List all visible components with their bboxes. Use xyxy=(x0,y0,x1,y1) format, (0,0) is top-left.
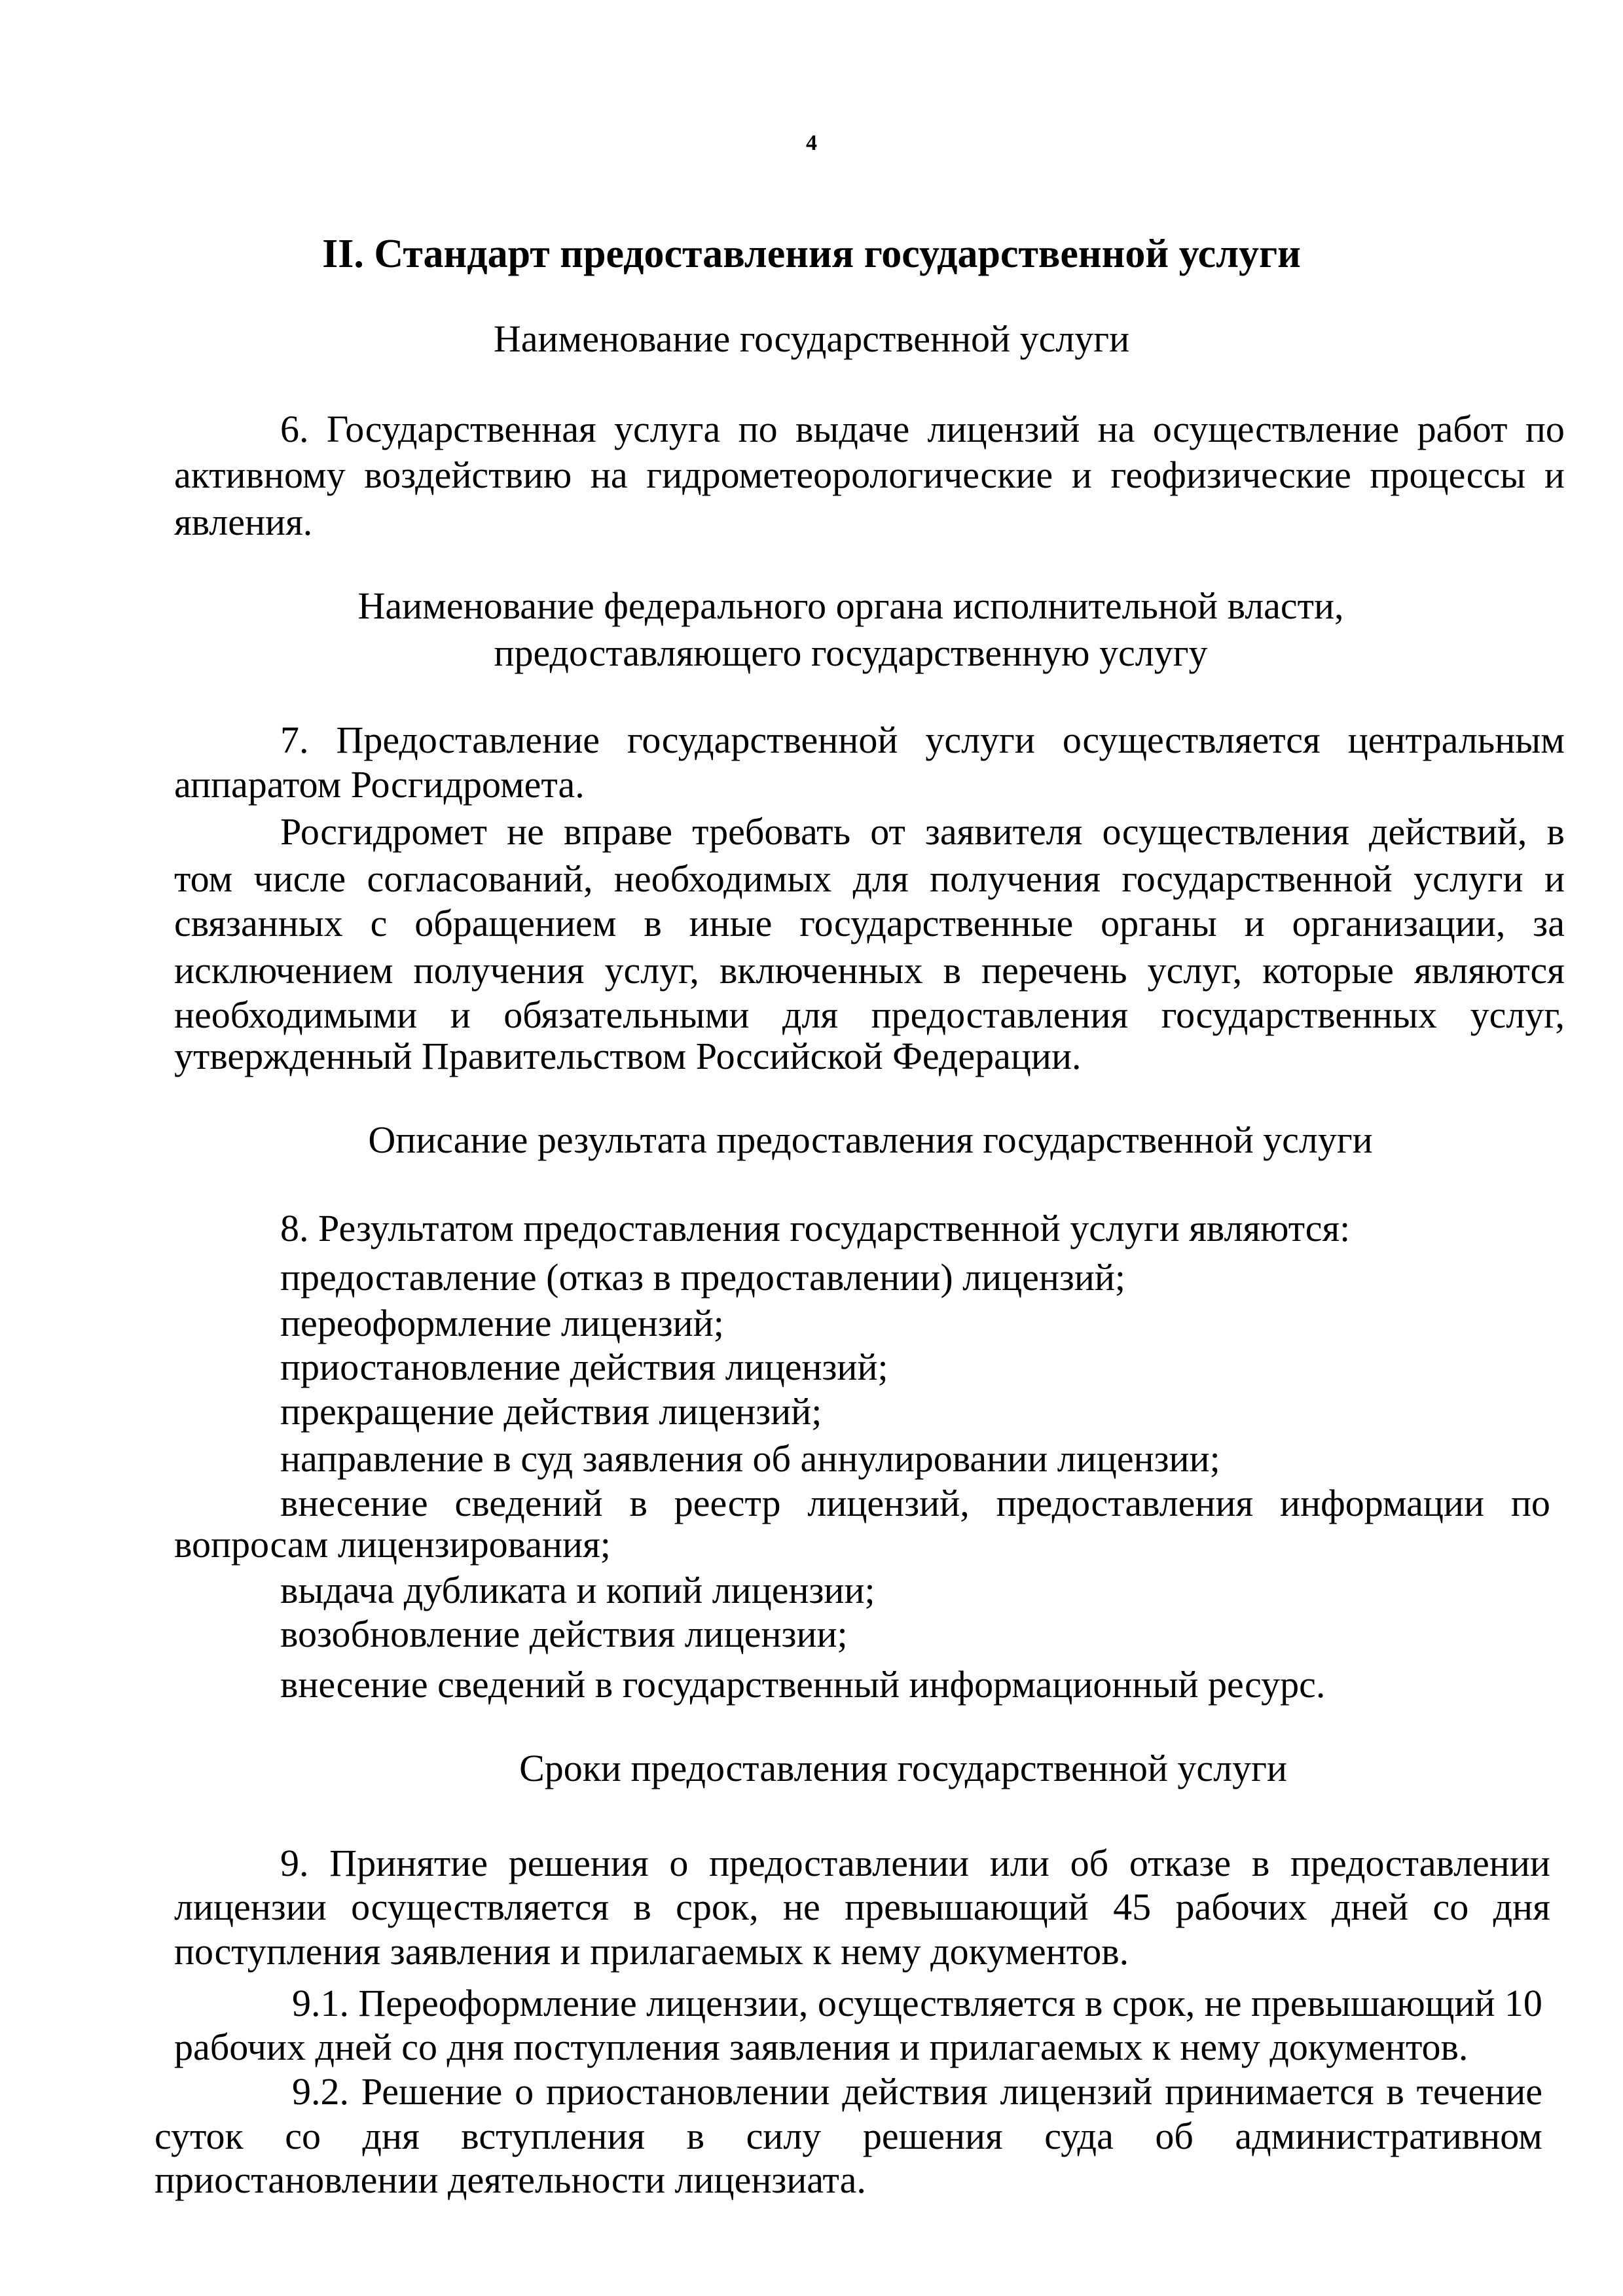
word: Предоставление xyxy=(336,719,600,761)
word: от xyxy=(870,810,905,853)
paragraph-line xyxy=(174,992,1565,1038)
list-item: внесение сведений в государственный информационный ресурс. xyxy=(280,1663,1326,1706)
word: не xyxy=(507,810,544,853)
word: получения xyxy=(413,949,585,992)
list-item: выдача дубликата и копий лицензии; xyxy=(280,1569,875,1611)
word: 7. xyxy=(280,719,309,761)
word: 9.2. xyxy=(292,2070,349,2113)
word: вправе xyxy=(564,810,673,853)
word: и xyxy=(1244,902,1265,944)
subheading: предоставляющего государственную услугу xyxy=(494,632,1208,674)
word: 45 xyxy=(1113,1886,1152,1928)
word: осуществление xyxy=(1152,408,1400,450)
word: осуществляется xyxy=(351,1886,609,1928)
word: государственных xyxy=(1161,994,1438,1036)
paragraph-line: приостановлении деятельности лицензиата. xyxy=(155,2159,866,2201)
list-item: переоформление лицензий; xyxy=(280,1302,724,1344)
paragraph-line xyxy=(155,2113,1542,2159)
word: об xyxy=(1155,2115,1194,2157)
word: лицензий xyxy=(1000,2070,1153,2113)
word: предоставления xyxy=(996,1482,1254,1524)
subheading: Сроки предоставления государственной услуги xyxy=(519,1747,1287,1789)
word: в xyxy=(644,902,662,944)
word: геофизические xyxy=(1110,454,1351,496)
word: превышающий xyxy=(1250,1982,1495,2024)
word: необходимых xyxy=(613,857,832,900)
word: не xyxy=(782,1886,820,1928)
word: в xyxy=(633,1886,651,1928)
paragraph-line xyxy=(292,1981,1542,2026)
word: услуг, xyxy=(1470,994,1565,1036)
word: Переоформление xyxy=(358,1982,637,2024)
section-title: II. Стандарт предоставления государственной услуги xyxy=(322,232,1301,276)
word: 6. xyxy=(280,408,309,450)
word: или xyxy=(989,1842,1049,1884)
word: лицензии, xyxy=(646,1982,809,2024)
word: выдаче xyxy=(795,408,910,450)
word: Росгидромет xyxy=(280,810,488,853)
paragraph-line xyxy=(174,948,1565,994)
word: и xyxy=(1071,454,1092,496)
word: Принятие xyxy=(329,1842,488,1884)
paragraph-line: рабочих дней со дня поступления заявления и прилагаемых к нему документов. xyxy=(174,2026,1468,2068)
word: являются xyxy=(1413,949,1565,992)
word: суда xyxy=(1044,2115,1114,2157)
paragraph-line xyxy=(280,717,1565,763)
word: 9. xyxy=(280,1842,309,1884)
list-item xyxy=(280,1480,1550,1526)
word: и xyxy=(450,994,471,1036)
word: вступления xyxy=(461,2115,646,2157)
word: лицензий, xyxy=(807,1482,970,1524)
word: по xyxy=(1525,408,1565,450)
paragraph-line xyxy=(280,406,1565,452)
word: превышающий xyxy=(845,1886,1089,1928)
word: в xyxy=(1386,2070,1404,2113)
word: и xyxy=(1544,454,1565,496)
word: государственной xyxy=(627,719,898,761)
word: дня xyxy=(1493,1886,1550,1928)
word: необходимыми xyxy=(174,994,418,1036)
word: государственной xyxy=(1122,857,1393,900)
word: решения xyxy=(862,2115,1003,2157)
subheading: Описание результата предоставления государственной услуги xyxy=(368,1119,1373,1161)
word: центральным xyxy=(1347,719,1565,761)
paragraph-line xyxy=(280,809,1565,855)
paragraph-line xyxy=(280,1840,1550,1886)
word: в xyxy=(1546,810,1565,853)
word: Решение xyxy=(361,2070,503,2113)
word: дней xyxy=(1331,1886,1409,1928)
word: действий, xyxy=(1369,810,1527,853)
word: Государственная xyxy=(326,408,596,450)
word: о xyxy=(669,1842,689,1884)
word: услуг, xyxy=(1147,949,1243,992)
word: включенных xyxy=(719,949,923,992)
word: принимается xyxy=(1165,2070,1374,2113)
word: активному xyxy=(174,454,346,496)
word: действия xyxy=(842,2070,988,2113)
word: осуществляется xyxy=(817,1982,1076,2024)
word: осуществляется xyxy=(1062,719,1321,761)
word: срок, xyxy=(676,1886,759,1928)
word: получения xyxy=(930,857,1101,900)
word: в xyxy=(943,949,962,992)
word: с xyxy=(370,902,388,944)
word: иные xyxy=(689,902,773,944)
word: согласований, xyxy=(367,857,593,900)
list-item: прекращение действия лицензий; xyxy=(280,1390,822,1433)
word: приостановлении xyxy=(545,2070,830,2113)
word: по xyxy=(738,408,778,450)
paragraph-line xyxy=(292,2069,1542,2115)
word: обращением xyxy=(414,902,617,944)
list-item: 8. Результатом предоставления государственной услуги являются: xyxy=(280,1207,1351,1249)
word: на xyxy=(590,454,628,496)
word: со xyxy=(1432,1886,1469,1928)
word: осуществления xyxy=(1102,810,1349,853)
word: лицензий xyxy=(927,408,1080,450)
word: рабочих xyxy=(1175,1886,1307,1928)
word: требовать xyxy=(692,810,851,853)
word: течение xyxy=(1416,2070,1542,2113)
word: дня xyxy=(362,2115,420,2157)
word: информации xyxy=(1280,1482,1484,1524)
word: услуг, xyxy=(604,949,699,992)
list-item: вопросам лицензирования; xyxy=(174,1523,611,1566)
word: организации, xyxy=(1292,902,1506,944)
list-item: направление в суд заявления об аннулировании лицензии; xyxy=(280,1437,1220,1480)
word: силу xyxy=(746,2115,822,2157)
word: предоставления xyxy=(871,994,1129,1036)
list-item: возобновление действия лицензии; xyxy=(280,1613,848,1655)
paragraph-line: утвержденный Правительством Российской Федерации. xyxy=(174,1035,1082,1077)
word: 9.1. xyxy=(292,1982,349,2024)
word: услуги xyxy=(1413,857,1523,900)
word: перечень xyxy=(981,949,1127,992)
subheading: Наименование федерального органа исполнительной власти, xyxy=(357,584,1344,627)
paragraph-line xyxy=(174,1884,1550,1930)
word: которые xyxy=(1262,949,1394,992)
word: предоставлении xyxy=(1290,1842,1550,1884)
word: по xyxy=(1510,1482,1550,1524)
word: процессы xyxy=(1370,454,1526,496)
paragraph-line xyxy=(174,901,1565,946)
word: услуга xyxy=(614,408,721,450)
word: предоставлении xyxy=(709,1842,970,1884)
word: отказе xyxy=(1129,1842,1231,1884)
paragraph-line: явления. xyxy=(174,501,313,543)
word: в xyxy=(1251,1842,1270,1884)
word: суток xyxy=(155,2115,244,2157)
word: для xyxy=(782,994,839,1036)
word: том xyxy=(174,857,233,900)
word: услуги xyxy=(925,719,1035,761)
word: об xyxy=(1070,1842,1109,1884)
word: реестр xyxy=(674,1482,781,1524)
word: сведений xyxy=(454,1482,603,1524)
subheading: Наименование государственной услуги xyxy=(493,317,1130,360)
word: заявителя xyxy=(924,810,1083,853)
word: связанных xyxy=(174,902,343,944)
word: числе xyxy=(253,857,346,900)
word: для xyxy=(852,857,909,900)
word: за xyxy=(1533,902,1565,944)
word: решения xyxy=(508,1842,649,1884)
word: не xyxy=(1204,1982,1242,2024)
list-item: приостановление действия лицензий; xyxy=(280,1346,888,1388)
list-item: предоставление (отказ в предоставлении) лицензий; xyxy=(280,1256,1126,1299)
word: административном xyxy=(1235,2115,1542,2157)
word: исключением xyxy=(174,949,393,992)
word: на xyxy=(1097,408,1135,450)
word: государственные xyxy=(799,902,1074,944)
word: обязательными xyxy=(503,994,750,1036)
word: гидрометеорологические xyxy=(646,454,1053,496)
page-number: 4 xyxy=(806,131,817,155)
word: в xyxy=(1085,1982,1103,2024)
word: работ xyxy=(1417,408,1508,450)
word: о xyxy=(515,2070,534,2113)
word: 10 xyxy=(1504,1982,1542,2024)
paragraph-line: аппаратом Росгидромета. xyxy=(174,763,585,806)
word: срок, xyxy=(1112,1982,1195,2024)
paragraph-line xyxy=(174,452,1565,498)
word: лицензии xyxy=(174,1886,327,1928)
paragraph-line: поступления заявления и прилагаемых к нему документов. xyxy=(174,1930,1129,1973)
word: в xyxy=(629,1482,647,1524)
word: со xyxy=(285,2115,321,2157)
word: в xyxy=(686,2115,705,2157)
word: органы xyxy=(1101,902,1217,944)
word: и xyxy=(1544,857,1565,900)
paragraph-line xyxy=(174,856,1565,902)
word: воздействию xyxy=(364,454,572,496)
word: внесение xyxy=(280,1482,428,1524)
